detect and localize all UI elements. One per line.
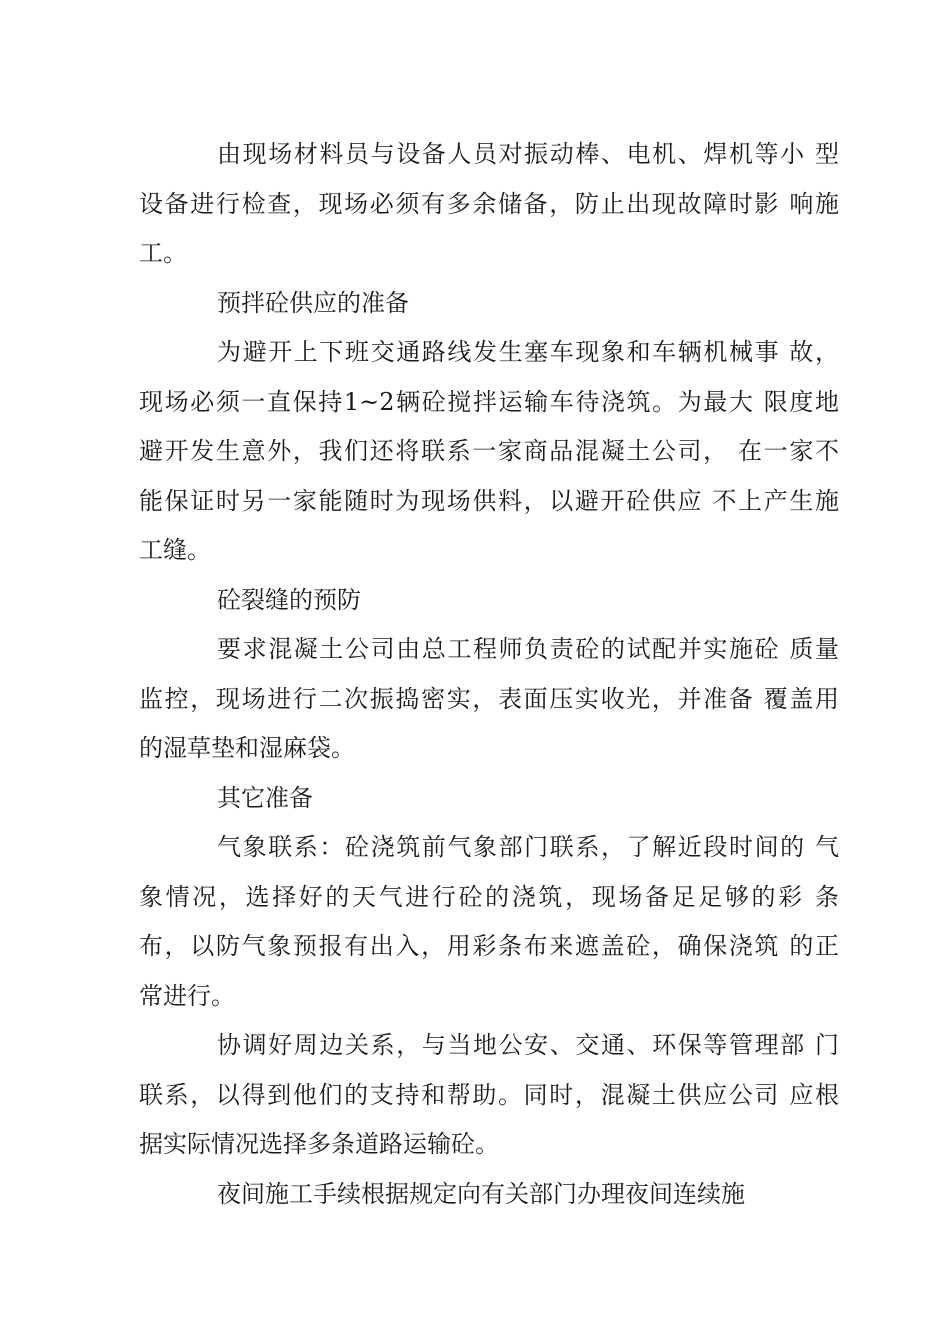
text-line: 联系，以得到他们的支持和帮助。同时，混凝土供应公司 应根 (139, 1080, 839, 1109)
text-line: 常进行。 (139, 981, 235, 1010)
text-line: 现场必须一直保持1~2辆砼搅拌运输车待浇筑。为最大 限度地 (139, 387, 839, 416)
heading-crack-prevention (139, 576, 839, 626)
paragraph-equipment-check (139, 130, 839, 279)
text-line: 象情况，选择好的天气进行砼的浇筑，现场备足足够的彩 条 (139, 882, 839, 911)
text-line: 据实际情况选择多条道路运输砼。 (139, 1130, 499, 1158)
paragraph-crack-prevention (139, 625, 839, 774)
text-line: 监控，现场进行二次振捣密实，表面压实收光，并准备 覆盖用 (139, 684, 839, 713)
text-line: 气象联系：砼浇筑前气象部门联系，了解近段时间的 气 (217, 833, 839, 861)
text-line: 夜间施工手续根据规定向有关部门办理夜间连续施 (217, 1179, 745, 1208)
text-line: 协调好周边关系，与当地公安、交通、环保等管理部 门 (217, 1031, 839, 1059)
text-line: 由现场材料员与设备人员对振动棒、电机、焊机等小 型 (217, 140, 839, 168)
paragraph-ready-mix-supply (139, 328, 839, 576)
section-heading: 其它准备 (217, 783, 313, 812)
text-line: 要求混凝土公司由总工程师负责砼的试配并实施砼 质量 (217, 635, 839, 663)
text-line: 避开发生意外，我们还将联系一家商品混凝土公司， 在一家不 (139, 437, 839, 465)
paragraph-coordination (139, 1021, 839, 1170)
text-line: 布，以防气象预报有出入，用彩条布来遮盖砼，确保浇筑 的正 (139, 932, 839, 960)
text-line: 的湿草垫和湿麻袋。 (139, 734, 355, 762)
text-line: 工。 (139, 239, 187, 267)
heading-ready-mix-supply (139, 279, 839, 329)
paragraph-night-work (139, 1170, 839, 1220)
section-heading: 预拌砼供应的准备 (217, 288, 409, 317)
text-line: 设备进行检查，现场必须有多余储备，防止出现故障时影 响施 (139, 189, 839, 218)
document-body (139, 130, 839, 1219)
text-line: 为避开上下班交通路线发生塞车现象和车辆机械事 故， (217, 338, 839, 366)
heading-other-preparation (139, 774, 839, 824)
text-line: 能保证时另一家能随时为现场供料，以避开砼供应 不上产生施 (139, 486, 839, 515)
text-line: 工缝。 (139, 536, 211, 564)
paragraph-weather-contact (139, 823, 839, 1021)
section-heading: 砼裂缝的预防 (217, 585, 361, 614)
